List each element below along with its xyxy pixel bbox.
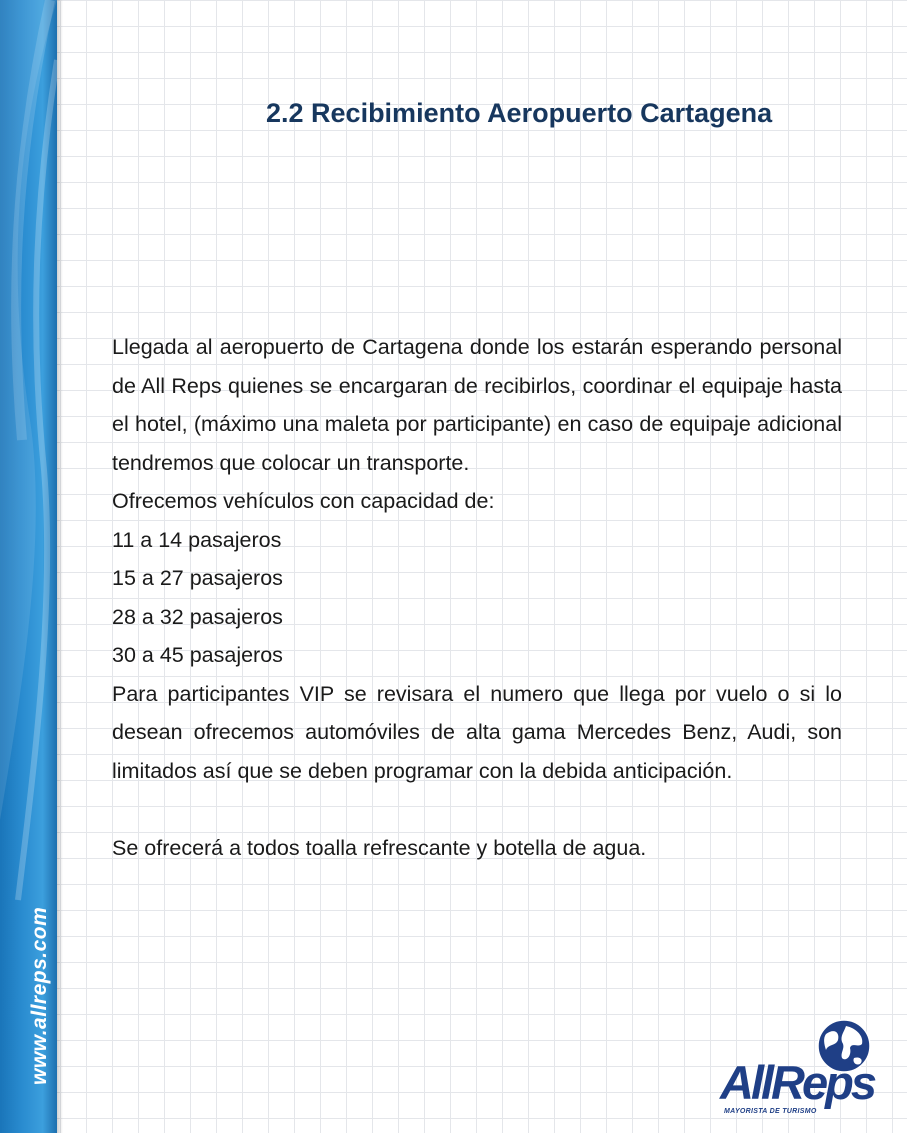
main-content xyxy=(112,328,842,867)
paragraph-spacer xyxy=(112,790,842,829)
vip-paragraph: Para participantes VIP se revisara el numero que llega por vuelo o si lo desean ofrecemos automóviles de alta gama Mercedes Benz, Audi, son limitados así que se deben programar con la debida anticipación. xyxy=(112,681,842,783)
capacity-item: 28 a 32 pasajeros xyxy=(112,604,283,629)
logo-tagline: MAYORISTA DE TURISMO xyxy=(724,1108,817,1115)
intro-paragraph: Llegada al aeropuerto de Cartagena donde los estarán esperando personal de All Reps quienes se encargaran de recibirlos, coordinar el equipaje hasta el hotel, (máximo una maleta por participante) en caso de equipaje adicional tendremos que colocar un transporte. xyxy=(112,335,842,475)
capacity-item: 30 a 45 pasajeros xyxy=(112,643,283,667)
page-title: 2.2 Recibimiento Aeropuerto Cartagena xyxy=(266,98,773,128)
sidebar-shadow xyxy=(57,0,63,1133)
sidebar xyxy=(0,0,57,1133)
logo-wordmark: AllReps xyxy=(720,1056,874,1109)
capacity-heading: Ofrecemos vehículos con capacidad de: xyxy=(112,489,495,513)
closing-paragraph: Se ofrecerá a todos toalla refrescante y botella de agua. xyxy=(112,835,647,860)
allreps-logo xyxy=(718,1018,878,1122)
website-url[interactable]: www.allreps.com xyxy=(28,906,51,1085)
capacity-item: 11 a 14 pasajeros xyxy=(112,527,282,552)
capacity-item: 15 a 27 pasajeros xyxy=(112,566,283,590)
